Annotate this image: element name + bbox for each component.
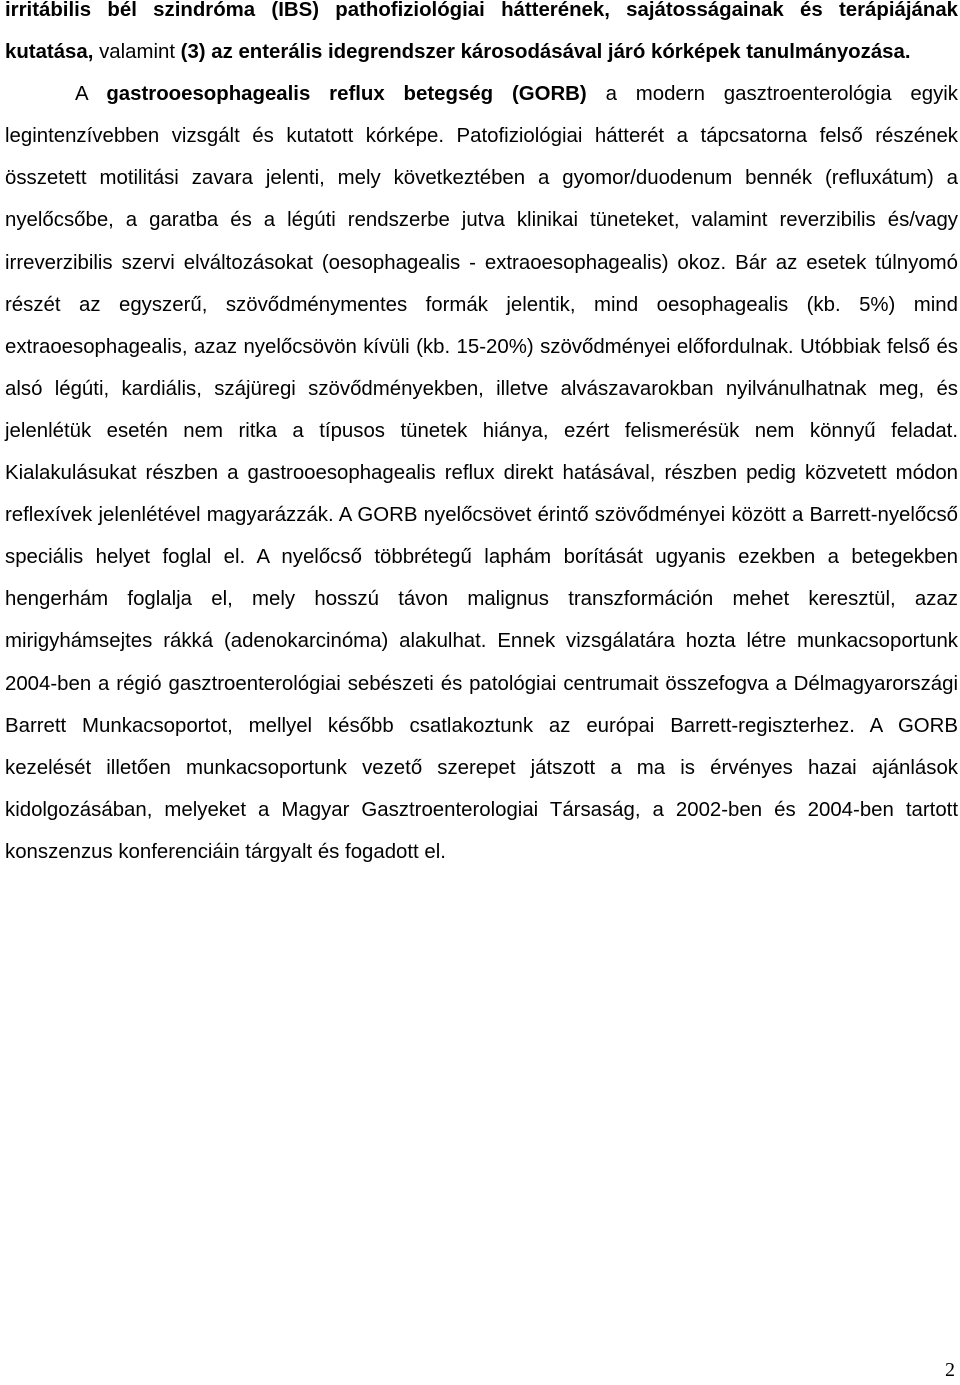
paragraph-research-aims xyxy=(5,0,958,73)
gorb-term: gastrooesophagealis reflux betegség (GORB) xyxy=(106,83,587,106)
paragraph-gorb xyxy=(5,73,958,873)
document-page xyxy=(5,0,958,873)
research-aim-ibs: irritábilis bél szindróma (IBS) pathofiziológiai hátterének, sajátosságainak és terápiájának kutatása, xyxy=(5,0,958,64)
research-aim-enteric: (3) az enterális idegrendszer károsodásával járó kórképek tanulmányozása. xyxy=(180,41,911,64)
paragraph-body: a modern gasztroenterológia egyik legintenzívebben vizsgált és kutatott kórképe. Patofiziológiai hátterét a tápcsatorna felső részének összetett motilitási zavara jelenti, mely következtében a gyomor/duodenum bennék (refluxátum) a nyelőcsőbe, a garatba és a légúti rendszerbe jutva klinikai tüneteket, valamint reverzibilis és/vagy irreverzibilis szervi elváltozásokat (oesophagealis - extraoesophagealis) okoz. Bár az esetek túlnyomó részét az egyszerű, szövődménymentes formák jelentik, mind oesophagealis (kb. 5%) mind extraoesophagealis, azaz nyelőcsövön kívüli (kb. 15-20%) szövődményei előfordulnak. Utóbbiak felső és alsó légúti, kardiális, szájüregi szövődményekben, illetve alvászavarokban nyilvánulhatnak meg, és jelenlétük esetén nem ritka a típusos tünetek hiánya, ezért felismerésük nem könnyű feladat. Kialakulásukat részben a gastrooesophagealis reflux direkt hatásával, részben pedig közvetett módon reflexívek jelenlétével magyarázzák. A GORB nyelőcsövet érintő szövődményei között a Barrett-nyelőcső speciális helyet foglal el. A nyelőcső többrétegű laphám borítását ugyanis ezekben a betegekben hengerhám foglalja el, mely hosszú távon malignus transzformáción mehet keresztül, azaz mirigyhámsejtes rákká (adenokarcinóma) alakulhat. Ennek vizsgálatára hozta létre munkacsoportunk 2004-ben a régió gasztroenterológiai sebészeti és patológiai centrumait összefogva a Délmagyarországi Barrett Munkacsoportot, mellyel később csatlakoztunk az európai Barrett-regiszterhez. A GORB kezelését illetően munkacsoportunk vezető szerepet játszott a ma is érvényes hazai ajánlások kidolgozásában, melyeket a Magyar Gasztroenterologiai Társaság, a 2002-ben és 2004-ben tartott konszenzus konferenciáin tárgyalt és fogadott el. xyxy=(5,83,958,863)
paragraph-lead: A xyxy=(75,83,107,106)
page-number: 2 xyxy=(945,1359,955,1381)
connector-text: valamint xyxy=(93,41,181,64)
